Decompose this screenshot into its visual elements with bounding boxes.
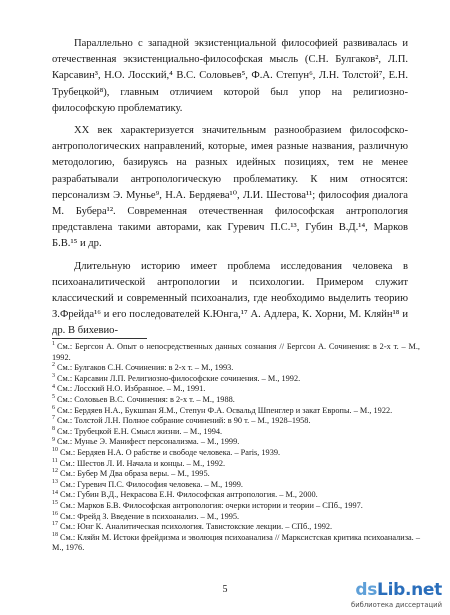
paragraph-1: Параллельно с западной экзистенциальной философией развивалась и отечественная экзистенциально-философская мысль (С.Н. Булгаков², Л.П. Карсавин³, Н.О. Лосский,⁴ В.С. Соловьев⁵, Ф.А. Степун⁶, Л.Н. Толстой⁷, Е.Н. Трубецкой⁸), главным отличием которой был упор на религиозно-философскую проблематику. <box>52 38 408 114</box>
footnote: $^{11}$ См.: Шестов Л. И. Начала и концы. – М., 1992. <box>52 457 226 468</box>
footnote: $^{15}$ См.: Марков Б.В. Философская антропология: очерки истории и теории – СПб., 1997. <box>52 500 363 510</box>
footnote: $^{13}$ См.: Гуревич П.С. Философия человека. – М., 1999. <box>52 478 244 489</box>
footnote: $^{17}$ См.: Юнг К. Аналитическая психология. Тавистокские лекции. – СПб., 1992. <box>52 521 333 532</box>
footnote: $^2$ См.: Булгаков С.Н. Сочинения: в 2-х т. – М., 1993. <box>52 362 234 373</box>
footnote: $^3$ См.: Карсавин Л.П. Религиозно-философские сочинения. – М., 1992. <box>52 373 301 383</box>
footnote-divider <box>52 338 147 339</box>
page-number: 5 <box>222 584 228 595</box>
footnote: $^1$ См.: Бергсон А. Опыт о непосредственных данных сознания // Бергсон А. Сочинения: в 2-х т. – М., 1992. <box>52 341 420 362</box>
watermark-brand: dsLib.net <box>355 580 442 600</box>
footnote: $^4$ См.: Лосский Н.О. Избранное. – М., 1991. <box>52 383 206 394</box>
footnote: $^9$ См.: Мунье Э. Манифест персонализма. – М., 1999. <box>52 436 240 447</box>
paragraph-3: Длительную историю имеет проблема исследования человека в психоаналитической антропологии и психологии. Примером служит классический и современный психоанализ, где необходимо выделить теорию З.Фрейда¹⁶ и его последователей К.Юнга,¹⁷ А. Адлера, К. Хорни, М. Кляйн¹⁸ и др. В бихевио- <box>52 260 408 337</box>
main-text <box>52 36 408 346</box>
footnote: $^{16}$ См.: Фрейд З. Введение в психоанализ. – М., 1995. <box>52 510 240 521</box>
paragraph-2: XX век характеризуется значительным разнообразием философско-антропологических направлений, которые, имея разные названия, различную методологию, базируясь на разных идейных позициях, тем не менее разрабатывали антропологическую проблематику. К ним относятся: персонализм Э. Мунье⁹, Н.А. Бердяева¹⁰, Л.И. Шестова¹¹; философия диалога М. Бубера¹². Современная отечественная философская антропология представлена такими авторами, как Гуревич П.С.¹³, Губин В.Д.¹⁴, Марков Б.В.¹⁵ и др. <box>52 125 408 250</box>
footnote: $^{14}$ См.: Губин В.Д., Некрасова Е.Н. Философская антропология. – М., 2000. <box>52 489 318 500</box>
footnote: $^8$ См.: Трубецкой Е.Н. Смысл жизни. – М., 1994. <box>52 425 223 436</box>
footnote: $^{10}$ См.: Бердяев Н.А. О рабстве и свободе человека. – Paris, 1939. <box>52 447 281 457</box>
footnote: $^7$ См.: Толстой Л.Н. Полное собрание сочинений: в 90 т. – М., 1928–1958. <box>52 415 311 426</box>
footnote: $^{12}$ См.: Бубер М Два образа веры. – М., 1995. <box>52 468 210 479</box>
footnote: $^6$ См.: Бердяев Н.А., Букшпан Я.М., Степун Ф.А. Освальд Шпенглер и закат Европы. – М., 1922. <box>52 404 393 415</box>
footnotes <box>52 342 420 554</box>
dslib-watermark-logo[interactable] <box>332 580 442 612</box>
watermark-tagline: библиотека диссертаций <box>351 601 442 609</box>
footnote: $^5$ См.: Соловьев В.С. Сочинения: в 2-х т. – М., 1988. <box>52 394 235 404</box>
footnote: $^{18}$ См.: Кляйн М. Истоки фрейдизма и эволюция психоанализа // Марксистская критика психоанализа. – М., 1976. <box>52 531 420 553</box>
